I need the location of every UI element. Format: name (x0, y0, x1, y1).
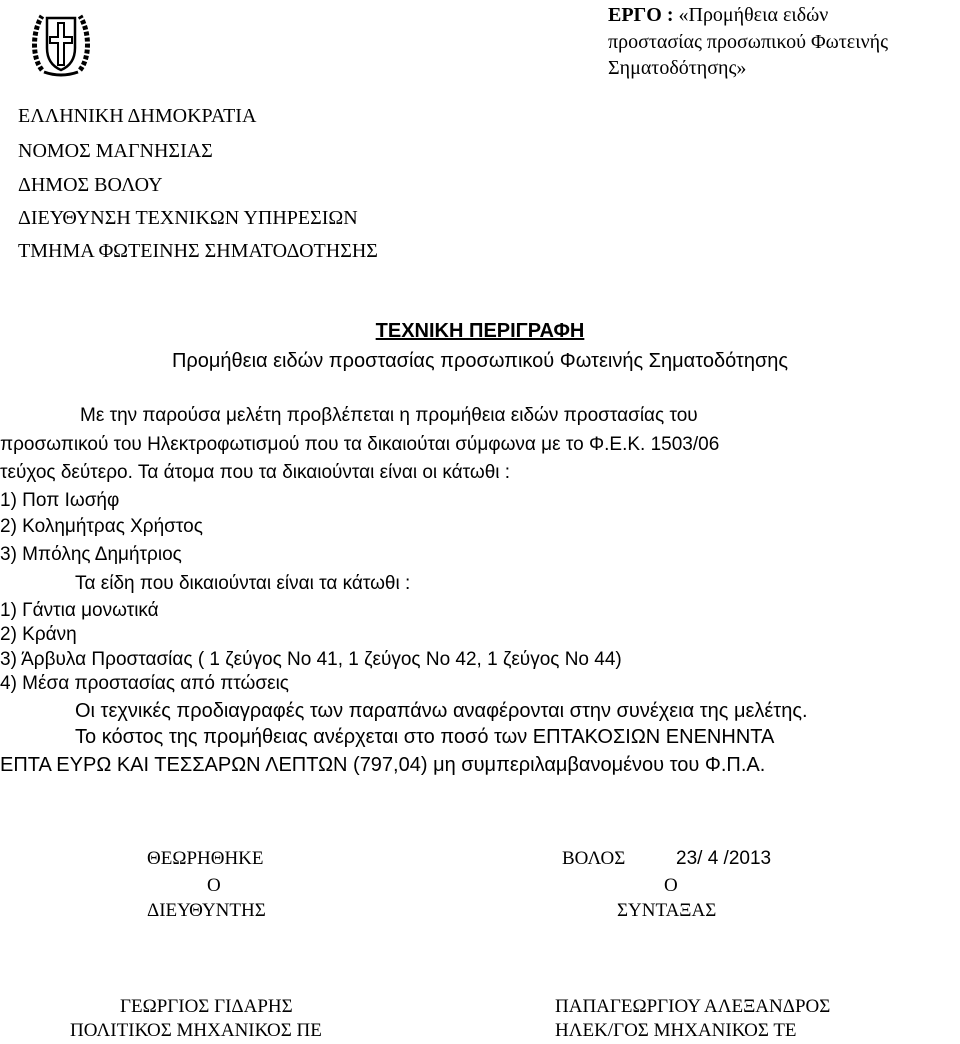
body-line: προσωπικού του Ηλεκτροφωτισμού που τα δικαιούται σύμφωνα με το Φ.Ε.Κ. 1503/06 (0, 434, 720, 455)
authority-line: ΝΟΜΟΣ ΜΑΓΝΗΣΙΑΣ (18, 140, 213, 162)
list-item: 1) Γάντια μονωτικά (0, 600, 159, 621)
body-line: τεύχος δεύτερο. Τα άτομα που τα δικαιούνται είναι οι κάτωθι : (0, 462, 511, 483)
signatory-article: Ο (664, 875, 678, 896)
body-line: ΕΠΤΑ ΕΥΡΩ ΚΑΙ ΤΕΣΣΑΡΩΝ ΛΕΠΤΩΝ (797,04) μη συμπεριλαμβανομένου του Φ.Π.Α. (0, 754, 766, 776)
list-item: 1) Ποπ Ιωσήφ (0, 490, 120, 511)
signature-date: 23/ 4 /2013 (676, 848, 772, 869)
document-title: ΤΕΧΝΙΚΗ ΠΕΡΙΓΡΑΦΗ (375, 320, 585, 342)
signatory-role: ΔΙΕΥΘΥΝΤΗΣ (147, 900, 266, 921)
signatory-article: Ο (207, 875, 221, 896)
signature-place: ΒΟΛΟΣ (562, 848, 626, 869)
greek-coat-of-arms-icon (30, 4, 92, 78)
signatory-name: ΠΑΠΑΓΕΩΡΓΙΟΥ ΑΛΕΞΑΝΔΡΟΣ (555, 996, 831, 1017)
authority-line: ΕΛΛΗΝΙΚΗ ΔΗΜΟΚΡΑΤΙΑ (18, 105, 257, 127)
document-subtitle: Προμήθεια ειδών προστασίας προσωπικού Φωτεινής Σηματοδότησης (171, 350, 789, 372)
project-label: ΕΡΓΟ : (608, 4, 674, 26)
authority-line: ΔΗΜΟΣ ΒΟΛΟΥ (18, 174, 163, 196)
list-item: 2) Κράνη (0, 624, 77, 645)
signatory-role: ΣΥΝΤΑΞΑΣ (617, 900, 717, 921)
list-item: 3) Άρβυλα Προστασίας ( 1 ζεύγος Νο 41, 1 ζεύγος Νο 42, 1 ζεύγος Νο 44) (0, 649, 622, 670)
list-item: 2) Κολημήτρας Χρήστος (0, 516, 203, 537)
authority-line: ΔΙΕΥΘΥΝΣΗ ΤΕΧΝΙΚΩΝ ΥΠΗΡΕΣΙΩΝ (18, 207, 358, 229)
body-line: Με την παρούσα μελέτη προβλέπεται η προμήθεια ειδών προστασίας του (80, 405, 698, 426)
list-item: 3) Μπόλης Δημήτριος (0, 544, 182, 565)
body-line: Το κόστος της προμήθειας ανέρχεται στο ποσό των ΕΠΤΑΚΟΣΙΩΝ ΕΝΕΝΗΝΤΑ (75, 726, 775, 748)
approval-status: ΘΕΩΡΗΘΗΚΕ (147, 848, 264, 869)
signatory-title: ΗΛΕΚ/ΓΟΣ ΜΗΧΑΝΙΚΟΣ ΤΕ (555, 1020, 797, 1041)
body-line: Οι τεχνικές προδιαγραφές των παραπάνω αναφέρονται στην συνέχεια της μελέτης. (75, 700, 808, 722)
project-line: Σηματοδότησης» (608, 57, 747, 79)
list-item: 4) Μέσα προστασίας από πτώσεις (0, 673, 289, 694)
project-line: προστασίας προσωπικού Φωτεινής (608, 31, 888, 53)
body-line: Τα είδη που δικαιούνται είναι τα κάτωθι : (75, 573, 411, 594)
signatory-title: ΠΟΛΙΤΙΚΟΣ ΜΗΧΑΝΙΚΟΣ ΠΕ (70, 1020, 322, 1041)
authority-line: ΤΜΗΜΑ ΦΩΤΕΙΝΗΣ ΣΗΜΑΤΟΔΟΤΗΣΗΣ (18, 240, 378, 262)
signatory-name: ΓΕΩΡΓΙΟΣ ΓΙΔΑΡΗΣ (120, 996, 293, 1017)
project-heading (608, 4, 828, 27)
project-line: «Προμήθεια ειδών (678, 4, 829, 26)
